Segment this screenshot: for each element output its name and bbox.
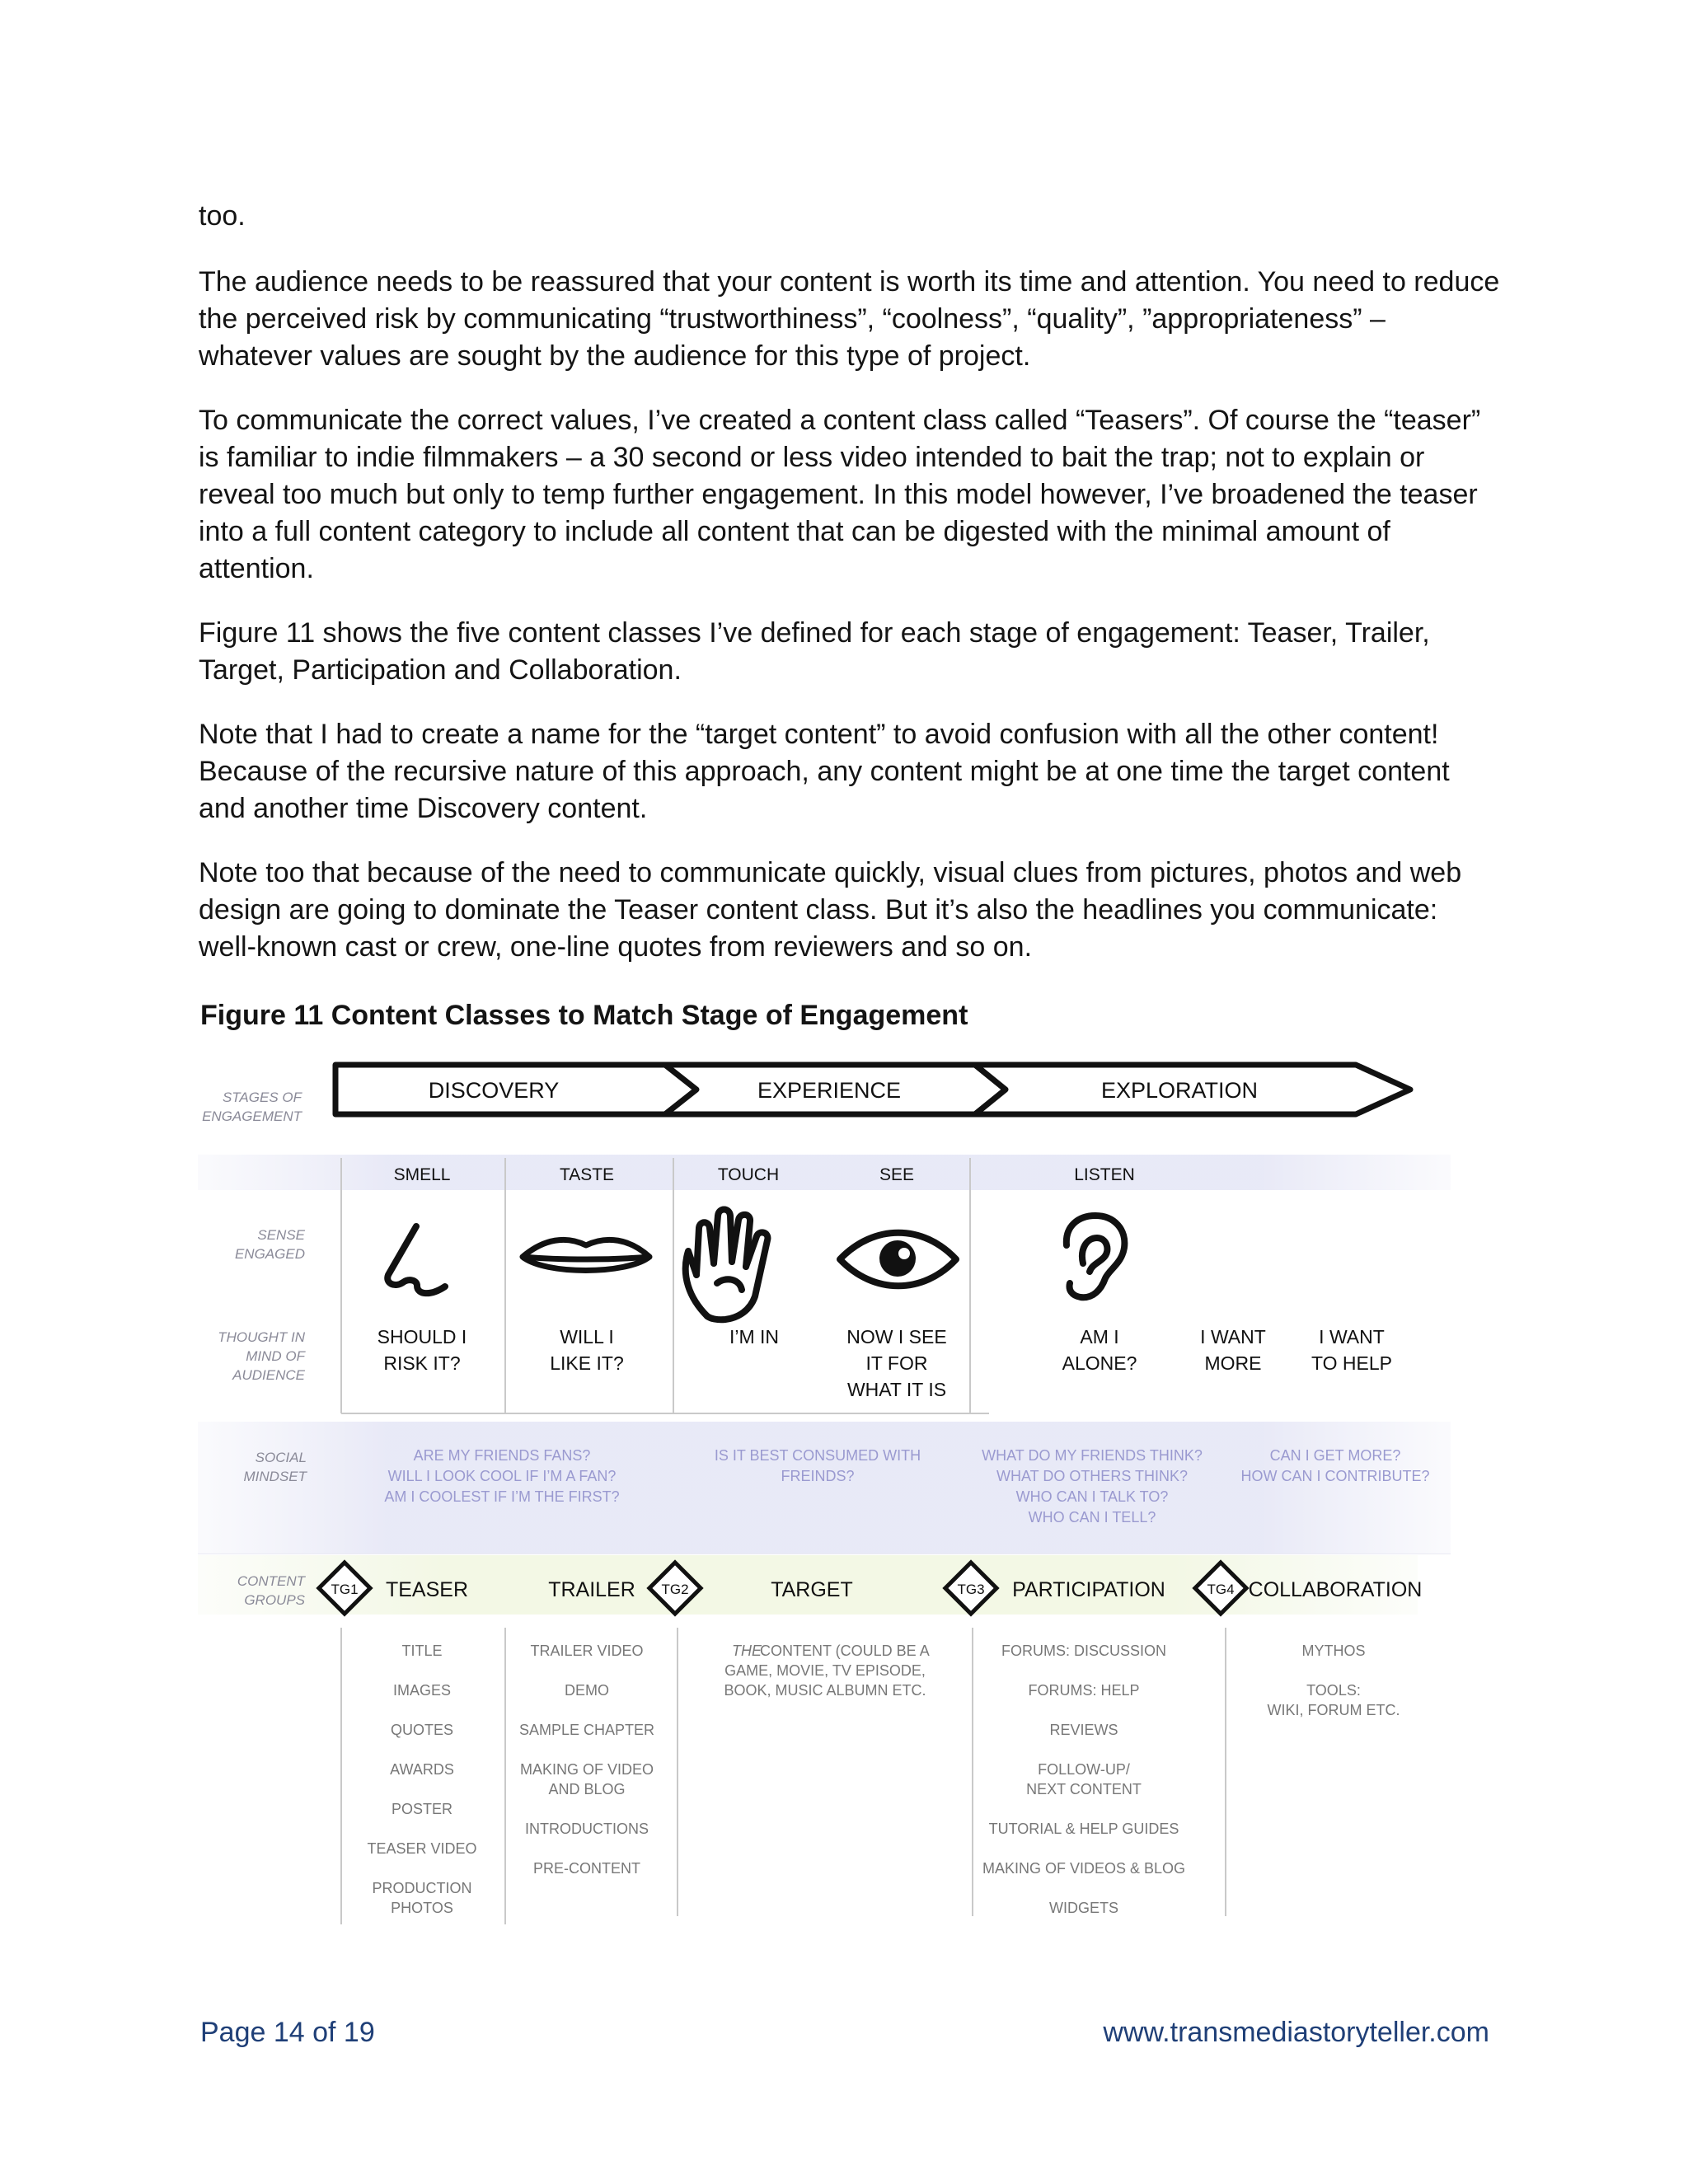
social-discovery-1: ARE MY FRIENDS FANS? bbox=[413, 1447, 591, 1464]
trailer-item-making-2: AND BLOG bbox=[548, 1781, 626, 1797]
teaser-item-images: IMAGES bbox=[392, 1682, 452, 1699]
paragraph-target-content: Note that I had to create a name for the “target content” to avoid confusion with all the other content! Because of the recursive nature of this approach, any content might be at one time the target content and another time Discovery content. bbox=[199, 719, 1450, 824]
teaser-item-quotes: QUOTES bbox=[390, 1722, 454, 1738]
row-label-thought-3: AUDIENCE bbox=[232, 1367, 305, 1383]
row-label-social-1: SOCIAL bbox=[255, 1450, 307, 1465]
row-label-content-2: GROUPS bbox=[244, 1592, 305, 1608]
thought-help-2: TO HELP bbox=[1311, 1352, 1392, 1374]
sense-taste: TASTE bbox=[559, 1165, 615, 1184]
target-items bbox=[724, 1643, 929, 1699]
stage-experience: EXPERIENCE bbox=[757, 1078, 902, 1103]
paragraph-teasers: To communicate the correct values, I’ve created a content class called “Teasers”. Of course the “teaser” is familiar to indie filmmakers – a 30 second or less video intended to bait the trap; not to explain or reveal too much but only to temp further engagement. In this model however, I’ve broadened the teaser into a full content category to include all content that can be digested with the minimal amount of attention. bbox=[199, 405, 1481, 584]
row-label-content-1: CONTENT bbox=[237, 1573, 305, 1589]
social-discovery-2: WILL I LOOK COOL IF I’M A FAN? bbox=[387, 1468, 617, 1484]
teaser-items bbox=[367, 1643, 476, 1916]
row-label-social-2: MINDSET bbox=[243, 1469, 307, 1484]
nose-icon bbox=[387, 1226, 445, 1293]
thought-see-2: IT FOR bbox=[865, 1352, 928, 1374]
svg-text:TG4: TG4 bbox=[1207, 1582, 1235, 1597]
thoughts bbox=[377, 1326, 1392, 1400]
thought-im-in: I’M IN bbox=[729, 1326, 780, 1347]
paragraph-visual-clues: Note too that because of the need to communicate quickly, visual clues from pictures, photos and web design are going to dominate the Teaser content class. But it’s also the headlines you communicate: well-known cast or crew, one-line quotes from reviewers and so on. bbox=[199, 857, 1462, 963]
sense-touch: TOUCH bbox=[717, 1165, 780, 1184]
teaser-item-poster: POSTER bbox=[391, 1801, 453, 1817]
trailer-item-making-1: MAKING OF VIDEO bbox=[519, 1761, 654, 1778]
trailer-item-intro: INTRODUCTIONS bbox=[525, 1821, 649, 1837]
participation-item-making: MAKING OF VIDEOS & BLOG bbox=[982, 1860, 1186, 1877]
participation-item-followup-1: FOLLOW-UP/ bbox=[1038, 1761, 1130, 1778]
footer-url: www.transmediastoryteller.com bbox=[1103, 2017, 1489, 2048]
social-exploration-1: WHAT DO MY FRIENDS THINK? bbox=[982, 1447, 1203, 1464]
row-label-thought-1: THOUGHT IN bbox=[218, 1329, 305, 1345]
teaser-item-production: PRODUCTION bbox=[372, 1880, 472, 1896]
svg-text:TG1: TG1 bbox=[331, 1582, 359, 1597]
row-label-thought-2: MIND OF bbox=[246, 1348, 305, 1364]
thought-alone-1: AM I bbox=[1080, 1326, 1119, 1347]
participation-item-reviews: REVIEWS bbox=[1049, 1722, 1118, 1738]
thought-more-2: MORE bbox=[1204, 1352, 1262, 1374]
teaser-item-awards: AWARDS bbox=[390, 1761, 454, 1778]
trailer-item-precontent: PRE-CONTENT bbox=[533, 1860, 640, 1877]
participation-item-discussion: FORUMS: DISCUSSION bbox=[1001, 1643, 1167, 1659]
sense-smell: SMELL bbox=[393, 1165, 451, 1184]
social-experience-2: FREINDS? bbox=[781, 1468, 855, 1484]
row-label-stages-2: ENGAGEMENT bbox=[202, 1108, 302, 1124]
sense-band bbox=[198, 1155, 1451, 1190]
collaboration-item-mythos: MYTHOS bbox=[1301, 1643, 1366, 1659]
thought-help-1: I WANT bbox=[1319, 1326, 1385, 1347]
sense-see: SEE bbox=[879, 1165, 915, 1184]
row-label-sense-1: SENSE bbox=[257, 1227, 305, 1243]
figure-caption: Figure 11 Content Classes to Match Stage of Engagement bbox=[200, 1000, 968, 1031]
participation-item-tutorial: TUTORIAL & HELP GUIDES bbox=[988, 1821, 1179, 1837]
group-target: TARGET bbox=[771, 1578, 853, 1601]
svg-text:TG2: TG2 bbox=[661, 1582, 689, 1597]
participation-items bbox=[982, 1643, 1185, 1916]
participation-item-followup-2: NEXT CONTENT bbox=[1026, 1781, 1142, 1797]
eye-icon bbox=[840, 1233, 956, 1286]
participation-item-help: FORUMS: HELP bbox=[1028, 1682, 1140, 1699]
participation-item-widgets: WIDGETS bbox=[1049, 1900, 1118, 1916]
content-classes-diagram bbox=[198, 1059, 1451, 1933]
collaboration-item-tools-1: TOOLS: bbox=[1306, 1682, 1361, 1699]
social-exploration-3: WHO CAN I TALK TO? bbox=[1015, 1488, 1169, 1505]
paragraph-figure-intro: Figure 11 shows the five content classes I’ve defined for each stage of engagement: Teaser, Trailer, Target, Participation and Collaboration. bbox=[199, 617, 1430, 686]
trailer-items bbox=[519, 1643, 654, 1877]
lips-icon bbox=[523, 1240, 649, 1270]
thought-see-3: WHAT IT IS bbox=[846, 1379, 947, 1400]
thought-like-2: LIKE IT? bbox=[550, 1352, 624, 1374]
teaser-item-video: TEASER VIDEO bbox=[367, 1840, 477, 1857]
sense-listen: LISTEN bbox=[1074, 1165, 1135, 1184]
teaser-item-title: TITLE bbox=[401, 1643, 443, 1659]
social-exploration-2: WHAT DO OTHERS THINK? bbox=[996, 1468, 1189, 1484]
continued-text: too. bbox=[199, 200, 246, 232]
social-experience-1: IS IT BEST CONSUMED WITH bbox=[714, 1447, 921, 1464]
collaboration-items bbox=[1268, 1643, 1400, 1718]
ear-icon bbox=[1067, 1216, 1125, 1297]
social-collab-2: HOW CAN I CONTRIBUTE? bbox=[1240, 1468, 1430, 1484]
social-exploration-4: WHO CAN I TELL? bbox=[1028, 1509, 1156, 1526]
target-item-3: BOOK, MUSIC ALBUMN ETC. bbox=[724, 1682, 926, 1699]
target-item-the: THE bbox=[732, 1643, 762, 1659]
thought-more-1: I WANT bbox=[1200, 1326, 1266, 1347]
group-teaser: TEASER bbox=[385, 1578, 469, 1601]
svg-text:TG3: TG3 bbox=[957, 1582, 985, 1597]
collaboration-item-tools-2: WIKI, FORUM ETC. bbox=[1267, 1702, 1400, 1718]
thought-alone-2: ALONE? bbox=[1062, 1352, 1137, 1374]
hand-icon bbox=[686, 1210, 768, 1320]
group-collaboration: COLLABORATION bbox=[1248, 1578, 1423, 1601]
teaser-item-photos: PHOTOS bbox=[391, 1900, 453, 1916]
thought-should-1: SHOULD I bbox=[377, 1326, 467, 1347]
group-trailer: TRAILER bbox=[548, 1578, 635, 1601]
social-collab-1: CAN I GET MORE? bbox=[1269, 1447, 1401, 1464]
trailer-item-sample: SAMPLE CHAPTER bbox=[518, 1722, 655, 1738]
row-label-stages-1: STAGES OF bbox=[222, 1090, 302, 1105]
thought-like-1: WILL I bbox=[560, 1326, 614, 1347]
stage-discovery: DISCOVERY bbox=[428, 1078, 560, 1103]
group-participation: PARTICIPATION bbox=[1012, 1578, 1165, 1601]
thought-should-2: RISK IT? bbox=[383, 1352, 461, 1374]
target-item-1: CONTENT (COULD BE A bbox=[760, 1643, 930, 1659]
social-discovery-3: AM I COOLEST IF I’M THE FIRST? bbox=[384, 1488, 620, 1505]
trailer-item-video: TRAILER VIDEO bbox=[530, 1643, 644, 1659]
trailer-item-demo: DEMO bbox=[565, 1682, 609, 1699]
thought-see-1: NOW I SEE bbox=[846, 1326, 947, 1347]
stage-exploration: EXPLORATION bbox=[1100, 1078, 1259, 1103]
paragraph-reassurance: The audience needs to be reassured that your content is worth its time and attention. You need to reduce the perceived risk by communicating “trustworthiness”, “coolness”, “quality”, ”appropriateness” – whatever values are sought by the audience for this type of project. bbox=[199, 266, 1500, 372]
page-number: Page 14 of 19 bbox=[200, 2017, 375, 2048]
social-band bbox=[198, 1422, 1451, 1554]
row-label-sense-2: ENGAGED bbox=[234, 1246, 305, 1262]
target-item-2: GAME, MOVIE, TV EPISODE, bbox=[724, 1662, 926, 1679]
